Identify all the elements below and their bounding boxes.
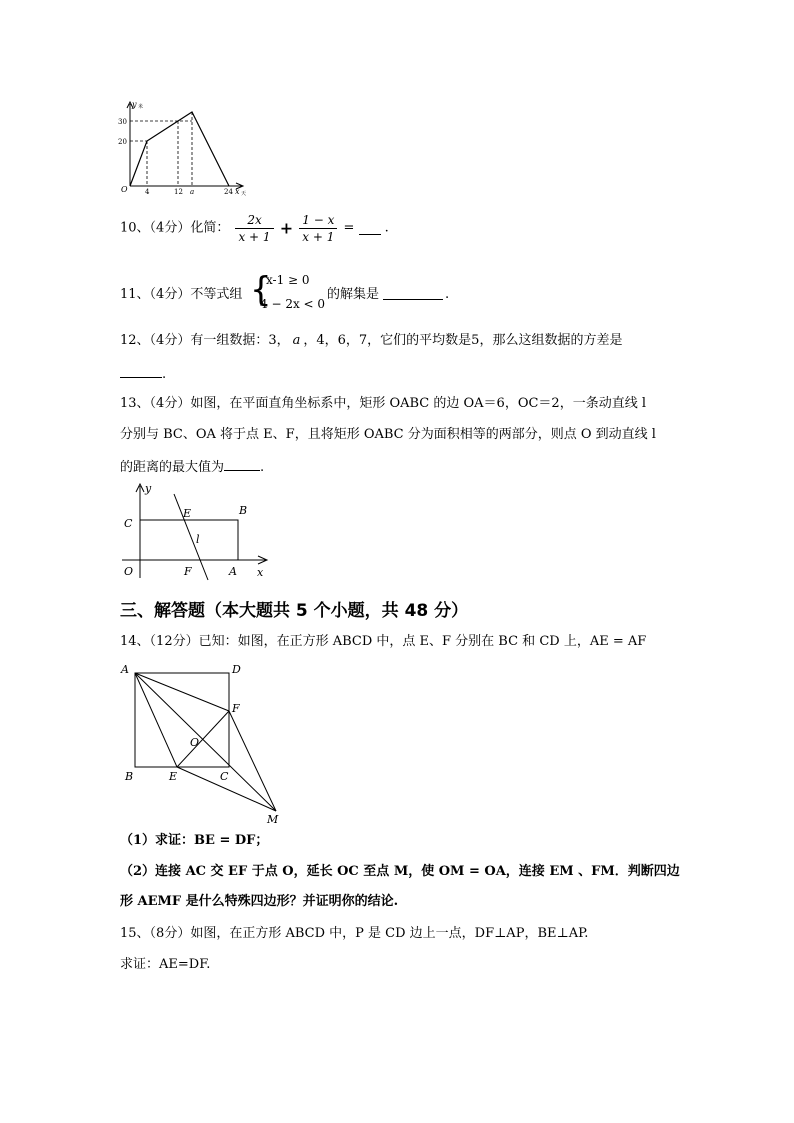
- q10-frac1-denominator: x + 1: [238, 230, 271, 244]
- q13-end: .: [260, 460, 265, 475]
- q10-end: .: [384, 220, 389, 236]
- graph3-label-M: M: [267, 813, 279, 826]
- question-14: 14、（12分）已知：如图，在正方形 ABCD 中，点 E、F 分别在 BC 和 CD 上，AE = AF: [120, 634, 647, 649]
- question-14-part-2-line-2: 形 AEMF 是什么特殊四边形？并证明你的结论.: [120, 894, 399, 909]
- q11-prefix: 11、（4分）不等式组: [120, 287, 243, 302]
- graph1-y-tick-30: 30: [118, 118, 127, 126]
- question-12-answer-line: [120, 365, 166, 383]
- question-13-line-3: [120, 458, 264, 476]
- q11-answer-blank[interactable]: [383, 287, 443, 300]
- q12-text-a: 12、（4分）有一组数据：3，: [120, 333, 290, 348]
- graph2-label-y: y: [145, 482, 152, 495]
- question-12: [120, 333, 622, 349]
- graph1-x-tick-a: a: [190, 188, 195, 196]
- graph2-label-F: F: [184, 565, 192, 578]
- graph1-y-tick-20: 20: [118, 138, 127, 146]
- graph1-x-tick-4: 4: [145, 188, 150, 196]
- graph1-x-tick-24: 24: [224, 188, 233, 196]
- distance-time-graph: [116, 98, 256, 198]
- q10-fraction-1: [235, 212, 273, 245]
- graph3-label-E: E: [169, 770, 178, 783]
- q11-suffix: 的解集是: [327, 287, 380, 302]
- graph1-x-axis-sub: 天: [241, 191, 247, 197]
- question-15-line-1: 15、（8分）如图，在正方形 ABCD 中，P 是 CD 边上一点，DF⊥AP，BE⊥AP.: [120, 926, 589, 941]
- graph2-label-B: B: [239, 504, 248, 517]
- q10-equals: =: [343, 220, 355, 236]
- q12-variable-a: a: [292, 333, 301, 348]
- graph2-label-O: O: [124, 565, 134, 578]
- question-15-line-2: 求证：AE=DF.: [120, 957, 211, 972]
- question-14-part-2-line-1: （2）连接 AC 交 EF 于点 O，延长 OC 至点 M，使 OM = OA，连接 EM 、FM．判断四边: [120, 864, 680, 879]
- q12-end: .: [162, 367, 167, 382]
- q10-frac2-numerator: 1 − x: [299, 212, 337, 229]
- q10-fraction-2: [299, 212, 337, 245]
- q11-brace: {: [250, 270, 272, 310]
- graph1-x-tick-12: 12: [174, 188, 183, 196]
- graph3-label-F: F: [232, 702, 240, 715]
- question-14-part-1: （1）求证：BE = DF；: [120, 833, 269, 848]
- square-kite-figure: [116, 656, 290, 828]
- q10-frac2-denominator: x + 1: [302, 230, 335, 244]
- rectangle-coordinate-figure: [116, 478, 276, 584]
- q13-line-3-text: 的距离的最大值为: [120, 460, 225, 475]
- q10-answer-blank[interactable]: [359, 222, 381, 235]
- graph2-label-E: E: [183, 507, 192, 520]
- q11-row-2: 4 − 2x < 0: [260, 297, 326, 311]
- question-13-line-2: 分别与 BC、OA 将于点 E、F，且将矩形 OABC 分为面积相等的两部分，则点 O 到动直线 l: [120, 427, 656, 442]
- q10-prefix: 10、（4分）化简：: [120, 220, 230, 236]
- question-13-line-1: 13、（4分）如图，在平面直角坐标系中，矩形 OABC 的边 OA＝6，OC＝2，一条动直线 l: [120, 396, 646, 411]
- graph2-label-l: l: [196, 533, 200, 546]
- graph1-origin-label: O: [121, 185, 128, 194]
- q10-plus: +: [279, 218, 294, 238]
- graph3-label-C: C: [220, 770, 229, 783]
- graph2-label-x: x: [257, 566, 264, 579]
- section-3-heading: 三、解答题（本大题共 5 个小题，共 48 分）: [120, 601, 469, 621]
- q10-frac1-numerator: 2x: [235, 212, 273, 229]
- q12-answer-blank[interactable]: [120, 365, 162, 378]
- question-10: [120, 212, 389, 245]
- graph2-label-A: A: [229, 565, 237, 578]
- graph2-label-C: C: [124, 517, 133, 530]
- q11-row-1: x-1 ≥ 0: [266, 273, 310, 287]
- q13-answer-blank[interactable]: [224, 458, 260, 471]
- graph3-label-D: D: [232, 663, 241, 676]
- q12-text-b: ，4，6，7，它们的平均数是5，那么这组数据的方差是: [303, 333, 623, 348]
- graph3-label-O: O: [190, 736, 200, 749]
- graph1-y-axis-sub: 米: [138, 104, 144, 110]
- graph3-label-B: B: [125, 770, 134, 783]
- graph3-label-A: A: [121, 663, 129, 676]
- graph1-y-axis-label: y: [132, 100, 137, 109]
- graph1-x-axis-label: x: [235, 187, 240, 196]
- q11-end: .: [445, 287, 450, 302]
